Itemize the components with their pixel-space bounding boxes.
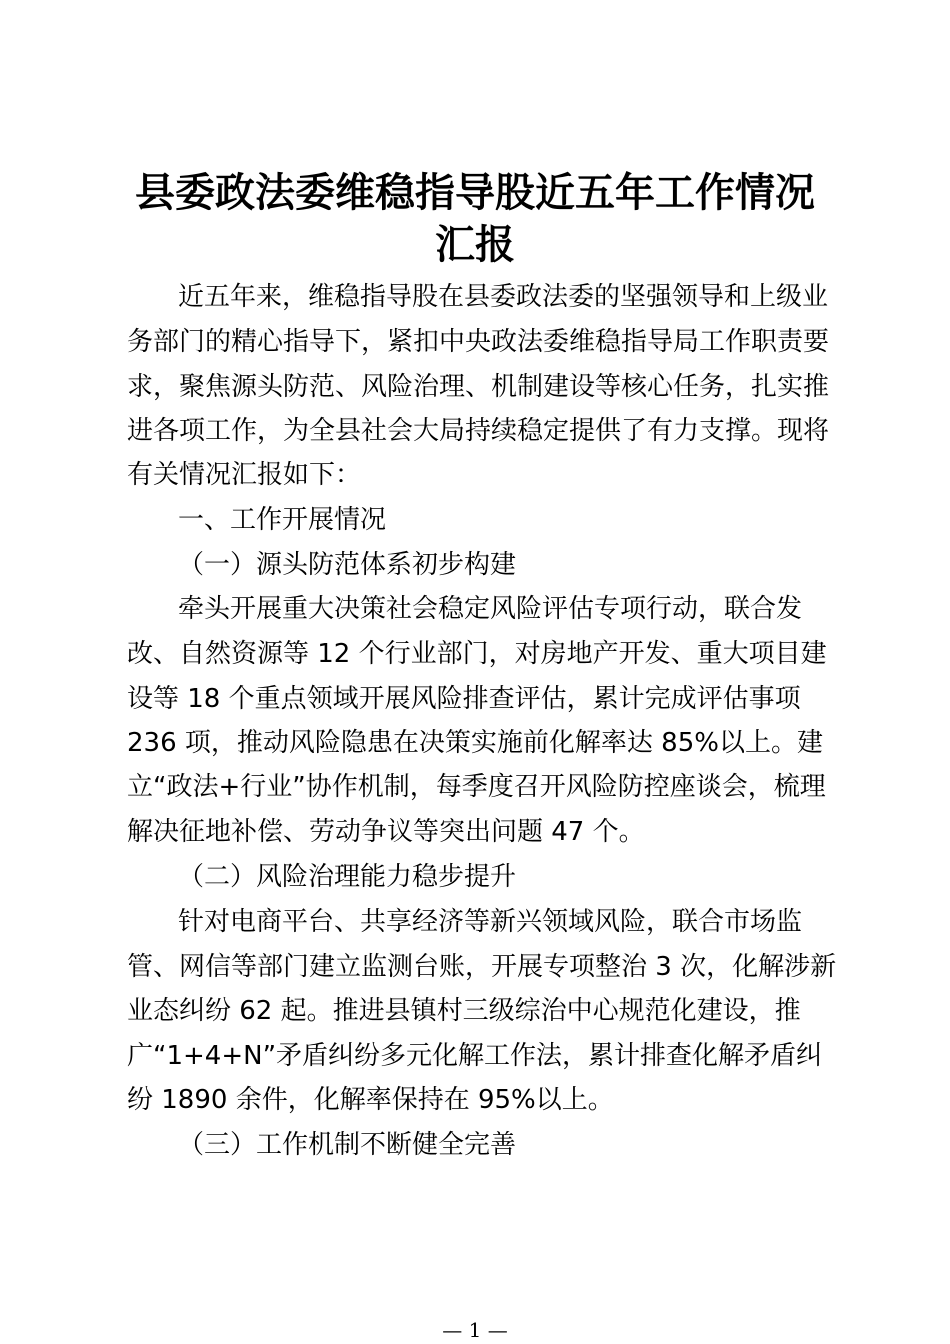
intro-line: 进各项工作，为全县社会大局持续稳定提供了有力支撑。现将	[127, 416, 830, 446]
paragraph-line: 广“1+4+N”矛盾纠纷多元化解工作法，累计排查化解矛盾纠	[127, 1041, 823, 1071]
intro-line: 有关情况汇报如下：	[127, 460, 362, 490]
paragraph-line: 管、网信等部门建立监测台账，开展专项整治 3 次，化解涉新	[127, 952, 837, 982]
paragraph-line: 针对电商平台、共享经济等新兴领域风险，联合市场监	[178, 907, 803, 937]
intro-line: 近五年来，维稳指导股在县委政法委的坚强领导和上级业	[178, 282, 829, 312]
paragraph-line: 236 项，推动风险隐患在决策实施前化解率达 85%以上。建	[127, 728, 823, 758]
document-title-line-2: 汇报	[435, 222, 515, 268]
intro-line: 求，聚焦源头防范、风险治理、机制建设等核心任务，扎实推	[127, 372, 830, 402]
paragraph-line: 立“政法+行业”协作机制，每季度召开风险防控座谈会，梳理	[127, 772, 826, 802]
intro-line: 务部门的精心指导下，紧扣中央政法委维稳指导局工作职责要	[127, 327, 830, 357]
document-title-line-1: 县委政法委维稳指导股近五年工作情况	[135, 170, 815, 216]
page-number: — 1 —	[442, 1318, 508, 1342]
subsection-heading: （一）源头防范体系初步构建	[178, 550, 517, 580]
subsection-heading: （三）工作机制不断健全完善	[178, 1130, 517, 1160]
section-heading: 一、工作开展情况	[178, 505, 387, 535]
paragraph-line: 设等 18 个重点领域开展风险排查评估，累计完成评估事项	[127, 684, 801, 714]
paragraph-line: 纷 1890 余件，化解率保持在 95%以上。	[127, 1085, 614, 1115]
subsection-heading: （二）风险治理能力稳步提升	[178, 862, 517, 892]
paragraph-line: 业态纠纷 62 起。推进县镇村三级综治中心规范化建设，推	[127, 996, 801, 1026]
paragraph-line: 改、自然资源等 12 个行业部门，对房地产开发、重大项目建	[127, 639, 827, 669]
paragraph-line: 解决征地补偿、劳动争议等突出问题 47 个。	[127, 817, 645, 847]
paragraph-line: 牵头开展重大决策社会稳定风险评估专项行动，联合发	[178, 594, 803, 624]
